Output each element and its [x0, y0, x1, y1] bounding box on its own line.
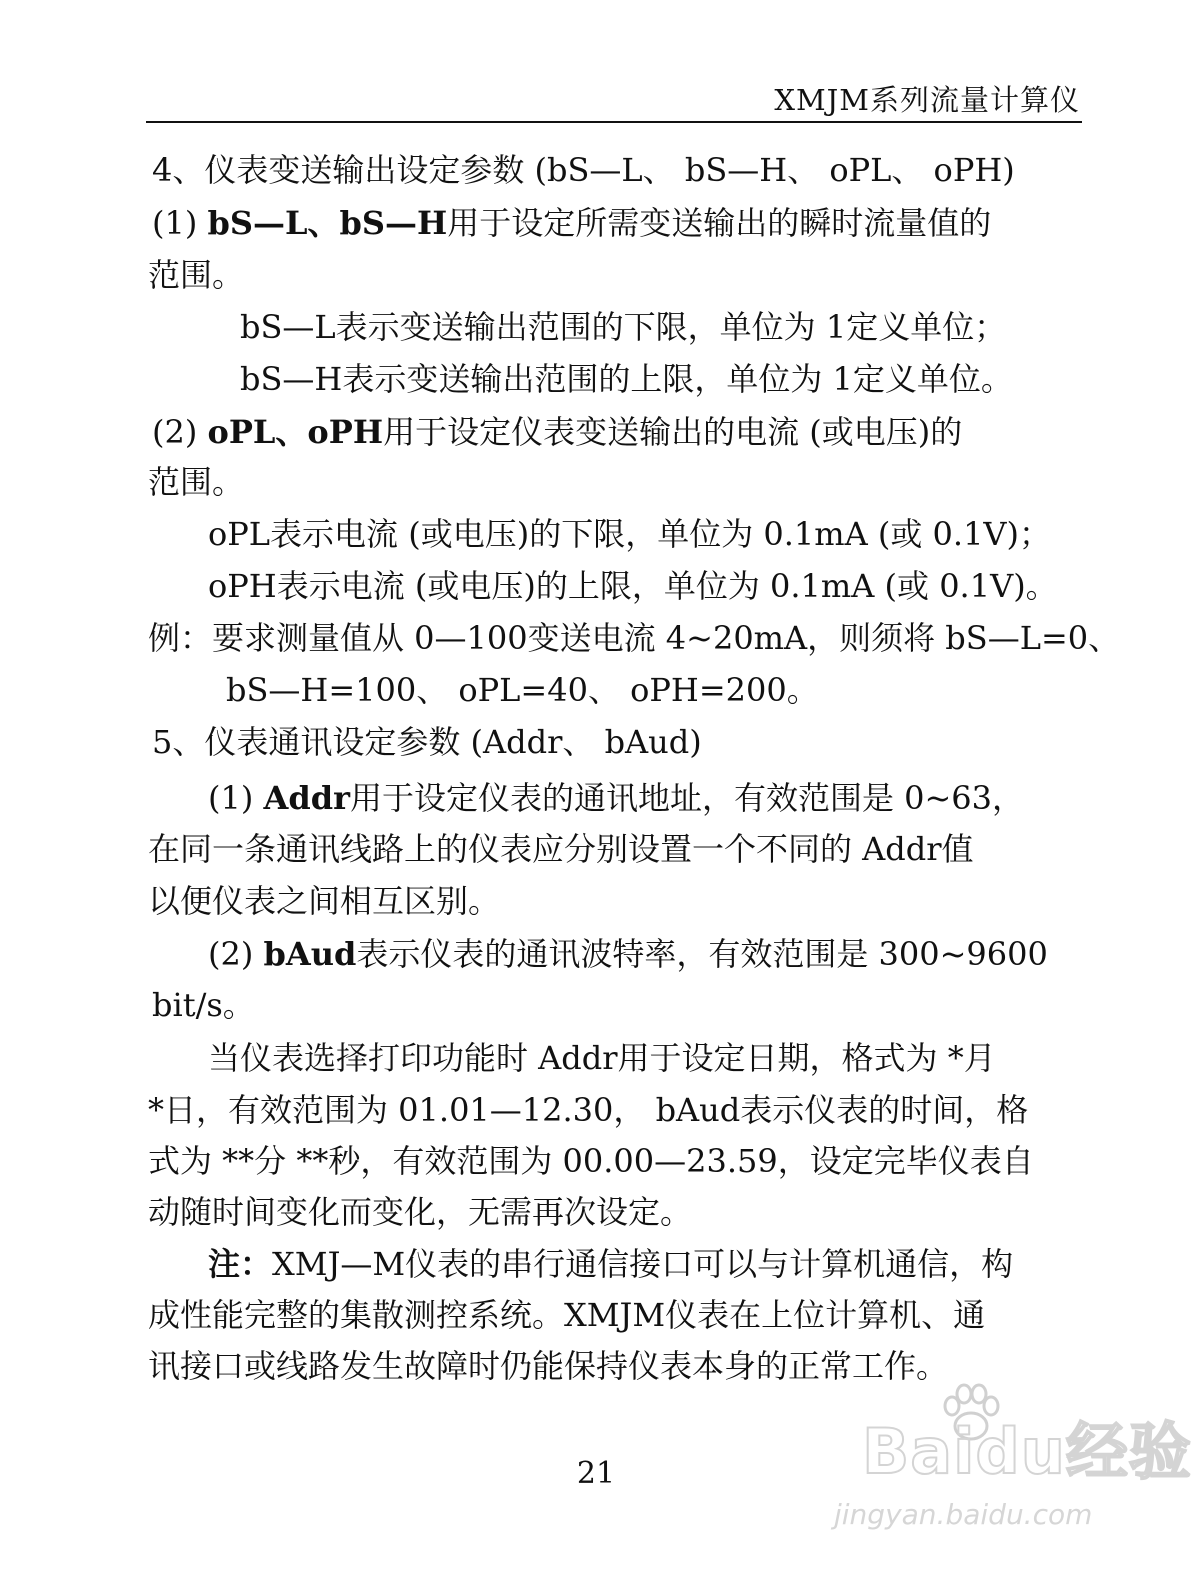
- bold-term: bAud: [263, 935, 357, 973]
- text-line: [208, 1038, 996, 1078]
- text-line: [148, 1090, 1028, 1130]
- text-line: [152, 150, 1015, 190]
- text-segment: (1): [152, 204, 208, 242]
- text-line: [208, 1244, 1013, 1284]
- text-line: [208, 514, 1051, 554]
- text-segment: 以便仪表之间相互区别。: [148, 882, 501, 920]
- baidu-watermark: [808, 1378, 1192, 1558]
- text-segment: (2): [208, 935, 264, 973]
- text-line: [148, 1192, 692, 1232]
- text-segment: 动随时间变化而变化，无需再次设定。: [148, 1193, 693, 1231]
- bold-term: Addr: [263, 779, 350, 817]
- text-segment: bS—L表示变送输出范围的下限，单位为 1定义单位；: [240, 308, 1007, 346]
- text-line: [208, 778, 1024, 818]
- text-segment: 用于设定仪表的通讯地址，有效范围是 0~63，: [349, 779, 1025, 817]
- text-line: [240, 307, 1006, 347]
- bold-term: oPL、oPH: [207, 413, 384, 451]
- text-segment: 讯接口或线路发生故障时仍能保持仪表本身的正常工作。: [148, 1347, 949, 1385]
- text-segment: 5、仪表通讯设定参数 (Addr、 bAud): [152, 723, 702, 761]
- text-line: [148, 255, 244, 295]
- text-segment: 当仪表选择打印功能时 Addr用于设定日期，格式为 *月: [208, 1039, 996, 1077]
- text-line: [152, 412, 962, 452]
- text-segment: oPL表示电流 (或电压)的下限，单位为 0.1mA (或 0.1V)；: [208, 515, 1052, 553]
- text-segment: (2): [152, 413, 208, 451]
- text-line: [152, 985, 255, 1025]
- text-line: [148, 881, 500, 921]
- text-segment: 4、仪表变送输出设定参数 (bS—L、 bS—H、 oPL、 oPH): [152, 151, 1015, 189]
- text-line: [148, 462, 244, 502]
- text-line: [148, 1295, 985, 1335]
- text-segment: bS—H=100、 oPL=40、 oPH=200。: [226, 671, 819, 709]
- text-segment: 用于设定仪表变送输出的电流 (或电压)的: [383, 413, 963, 451]
- text-line: [240, 359, 1013, 399]
- text-segment: 式为 **分 **秒，有效范围为 00.00—23.59，设定完毕仪表自: [148, 1142, 1034, 1180]
- text-line: [152, 203, 991, 243]
- text-segment: XMJ—M仪表的串行通信接口可以与计算机通信，构: [272, 1245, 1014, 1283]
- page-number: 21: [576, 1456, 616, 1491]
- watermark-brand: Baidu经验: [862, 1415, 1192, 1488]
- text-segment: 用于设定所需变送输出的瞬时流量值的: [447, 204, 992, 242]
- text-segment: *日，有效范围为 01.01—12.30， bAud表示仪表的时间，格: [148, 1091, 1029, 1129]
- text-segment: bS—H表示变送输出范围的上限，单位为 1定义单位。: [240, 360, 1013, 398]
- bold-term: 注：: [208, 1245, 273, 1283]
- text-line: [152, 722, 702, 762]
- text-segment: 成性能完整的集散测控系统。XMJM仪表在上位计算机、通: [148, 1296, 986, 1334]
- header-title: XMJM系列流量计算仪: [774, 83, 1080, 117]
- text-segment: 范围。: [148, 256, 245, 294]
- text-segment: 范围。: [148, 463, 245, 501]
- header-divider: [146, 121, 1082, 123]
- text-line: [148, 618, 1120, 658]
- text-line: [148, 829, 974, 869]
- text-segment: 表示仪表的通讯波特率，有效范围是 300~9600: [356, 935, 1048, 973]
- text-segment: (1): [208, 779, 264, 817]
- text-segment: 在同一条通讯线路上的仪表应分别设置一个不同的 Addr值: [148, 830, 974, 868]
- text-line: [208, 934, 1048, 974]
- text-segment: bit/s。: [152, 986, 255, 1024]
- bold-term: bS—L、bS—H: [207, 204, 448, 242]
- text-line: [226, 670, 819, 710]
- watermark-url: jingyan.baidu.com: [834, 1498, 1093, 1531]
- text-segment: 例：要求测量值从 0—100变送电流 4~20mA，则须将 bS—L=0、: [148, 619, 1121, 657]
- text-segment: oPH表示电流 (或电压)的上限，单位为 0.1mA (或 0.1V)。: [208, 567, 1058, 605]
- text-line: [208, 566, 1058, 606]
- text-line: [148, 1141, 1034, 1181]
